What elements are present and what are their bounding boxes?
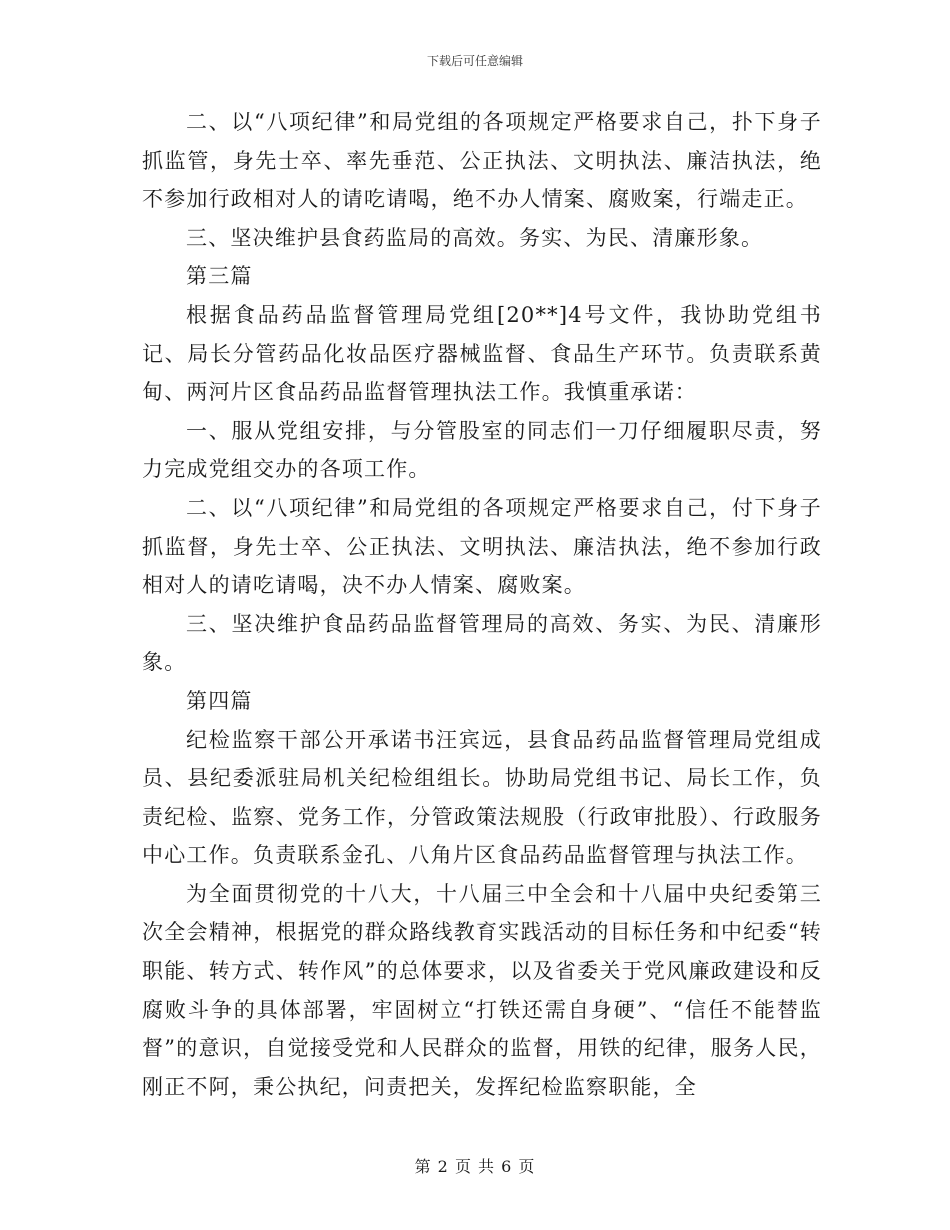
section-heading: 第四篇: [186, 688, 253, 713]
page-number: 第 2 页 共 6 页: [414, 1157, 536, 1176]
paragraph: 三、坚决维护县食药监局的高效。务实、为民、清廉形象。: [186, 225, 764, 250]
paragraph: 二、以“八项纪律”和局党组的各项规定严格要求自己，付下身子抓监督，身先士卒、公正执法、文明执法、廉洁执法，绝不参加行政相对人的请吃请喝，决不办人情案、腐败案。: [142, 495, 822, 598]
section-heading: 第三篇: [186, 264, 253, 289]
paragraph: 三、坚决维护食品药品监督管理局的高效、务实、为民、清廉形象。: [142, 611, 822, 675]
paragraph: 为全面贯彻党的十八大，十八届三中全会和十八届中央纪委第三次全会精神，根据党的群众路线教育实践活动的目标任务和中纪委“转职能、转方式、转作风”的总体要求，以及省委关于党风廉政建设和反腐败斗争的具体部署，牢固树立“打铁还需自身硬”、“信任不能替监督”的意识，自觉接受党和人民群众的监督，用铁的纪律，服务人民，刚正不阿，秉公执纪，问责把关，发挥纪检监察职能，全: [142, 881, 822, 1099]
paragraph: 二、以“八项纪律”和局党组的各项规定严格要求自己，扑下身子抓监管，身先士卒、率先垂范、公正执法、文明执法、廉洁执法，绝不参加行政相对人的请吃请喝，绝不办人情案、腐败案，行端走正。: [142, 110, 822, 212]
page-header: 下载后可任意编辑: [426, 54, 523, 68]
paragraph: 根据食品药品监督管理局党组[20**]4号文件，我协助党组书记、局长分管药品化妆品医疗器械监督、食品生产环节。负责联系黄甸、两河片区食品药品监督管理执法工作。我慎重承诺：: [142, 302, 822, 405]
document-body: [142, 103, 822, 1106]
paragraph: 一、服从党组安排，与分管股室的同志们一刀仔细履职尽责，努力完成党组交办的各项工作。: [142, 418, 822, 482]
paragraph: 纪检监察干部公开承诺书汪宾远，县食品药品监督管理局党组成员、县纪委派驻局机关纪检组组长。协助局党组书记、局长工作，负责纪检、监察、党务工作，分管政策法规股（行政审批股）、行政服务中心工作。负责联系金孔、八角片区食品药品监督管理与执法工作。: [142, 727, 822, 868]
